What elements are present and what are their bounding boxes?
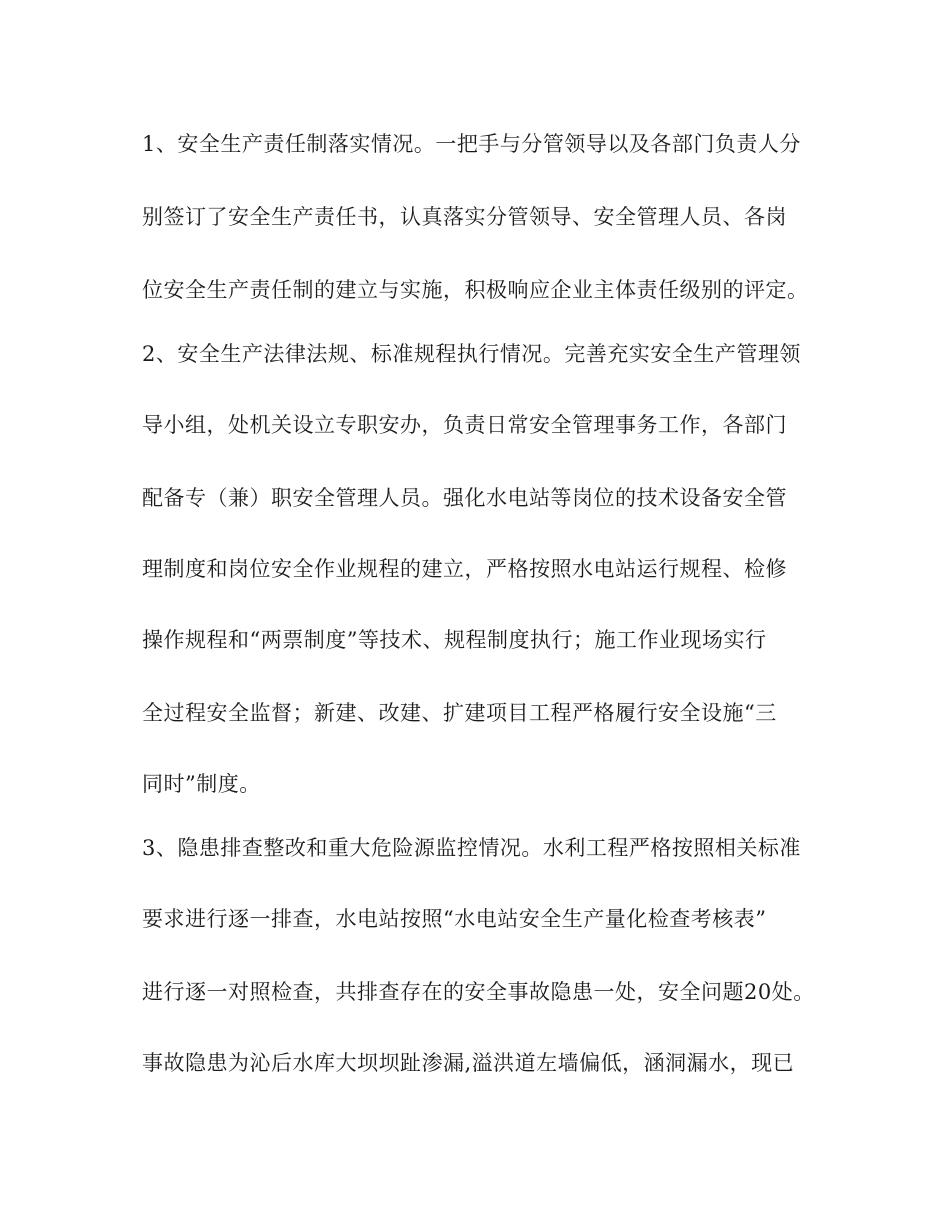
- paragraph-3-line-4: 事故隐患为沁后水库大坝坝趾渗漏,溢洪道左墙偏低，涵洞漏水，现已: [142, 1051, 795, 1075]
- paragraph-3-line-3: 进行逐一对照检查，共排查存在的安全事故隐患一处，安全问题20处。: [142, 980, 815, 1004]
- paragraph-2-line-3: 配备专（兼）职安全管理人员。强化水电站等岗位的技术设备安全管: [142, 486, 787, 510]
- paragraph-1-line-2: 别签订了安全生产责任书，认真落实分管领导、安全管理人员、各岗: [142, 205, 787, 229]
- paragraph-1-line-3: 位安全生产责任制的建立与实施，积极响应企业主体责任级别的评定。: [142, 278, 809, 302]
- paragraph-2-line-7: 同时”制度。: [142, 772, 261, 796]
- paragraph-2-line-1: 2、安全生产法律法规、标准规程执行情况。完善充实安全生产管理领: [142, 342, 801, 366]
- paragraph-3-line-2: 要求进行逐一排查，水电站按照“水电站安全生产量化检查考核表”: [142, 907, 767, 931]
- paragraph-3-line-1: 3、隐患排查整改和重大危险源监控情况。水利工程严格按照相关标准: [142, 836, 801, 860]
- paragraph-2-line-6: 全过程安全监督；新建、改建、扩建项目工程严格履行安全设施“三: [142, 701, 777, 725]
- paragraph-2-line-5: 操作规程和“两票制度”等技术、规程制度执行；施工作业现场实行: [142, 628, 767, 652]
- paragraph-2-line-4: 理制度和岗位安全作业规程的建立，严格按照水电站运行规程、检修: [142, 557, 787, 581]
- paragraph-2-line-2: 导小组，处机关设立专职安办，负责日常安全管理事务工作，各部门: [142, 413, 787, 437]
- paragraph-1-line-1: 1、安全生产责任制落实情况。一把手与分管领导以及各部门负责人分: [142, 132, 801, 156]
